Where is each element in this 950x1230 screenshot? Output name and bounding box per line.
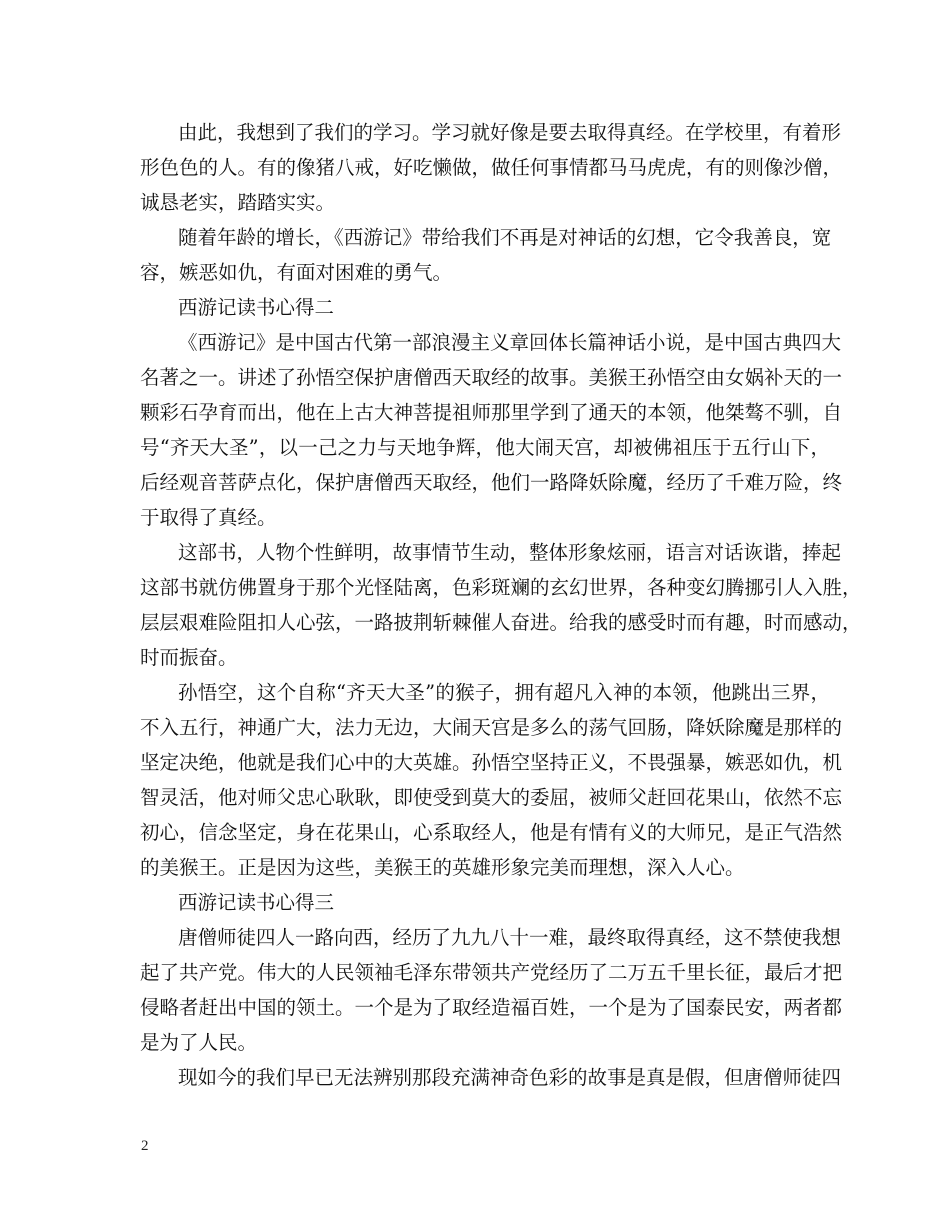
- text-line: 这部书，人物个性鲜明，故事情节生动，整体形象炫丽，语言对话诙谐，捧起: [178, 541, 842, 564]
- text-line: 智灵活，他对师父忠心耿耿，即使受到莫大的委屈，被师父赶回花果山，依然不忘: [140, 786, 843, 809]
- text-line: 容，嫉恶如仇，有面对困难的勇气。: [140, 261, 453, 284]
- text-line: 侵略者赶出中国的领土。一个是为了取经造福百姓，一个是为了国泰民安，两者都: [140, 996, 843, 1019]
- text-line: 不入五行，神通广大，法力无边，大闹天宫是多么的荡气回肠，降妖除魔是那样的: [140, 716, 843, 739]
- text-line: 诚恳老实，踏踏实实。: [140, 191, 336, 214]
- text-line: 号“齐天大圣”，以一己之力与天地争辉，他大闹天宫，却被佛祖压于五行山下，: [140, 436, 830, 459]
- text-line: 时而振奋。: [140, 646, 238, 669]
- page-number: 2: [141, 1138, 149, 1154]
- section-heading: 西游记读书心得二: [178, 296, 335, 319]
- text-line: 现如今的我们早已无法辨别那段充满神奇色彩的故事是真是假，但唐僧师徒四: [178, 1066, 842, 1089]
- text-line: 层层艰难险阻扣人心弦，一路披荆斩棘催人奋进。给我的感受时而有趣，时而感动，: [140, 611, 862, 634]
- text-line: 名著之一。讲述了孙悟空保护唐僧西天取经的故事。美猴王孙悟空由女娲补天的一: [140, 366, 843, 389]
- text-line: 颗彩石孕育而出，他在上古大神菩提祖师那里学到了通天的本领，他桀骜不驯，自: [140, 401, 843, 424]
- text-line: 初心，信念坚定，身在花果山，心系取经人，他是有情有义的大师兄，是正气浩然: [140, 821, 843, 844]
- text-line: 坚定决绝，他就是我们心中的大英雄。孙悟空坚持正义，不畏强暴，嫉恶如仇，机: [140, 751, 843, 774]
- section-heading: 西游记读书心得三: [178, 891, 335, 914]
- text-line: 于取得了真经。: [140, 506, 277, 529]
- text-line: 由此，我想到了我们的学习。学习就好像是要去取得真经。在学校里，有着形: [178, 121, 842, 144]
- text-line: 后经观音菩萨点化，保护唐僧西天取经，他们一路降妖除魔，经历了千难万险，终: [140, 471, 843, 494]
- text-line: 起了共产党。伟大的人民领袖毛泽东带领共产党经历了二万五千里长征，最后才把: [140, 961, 843, 984]
- text-line: 孙悟空，这个自称“齐天大圣”的猴子，拥有超凡入神的本领，他跳出三界，: [178, 681, 830, 704]
- text-line: 的美猴王。正是因为这些，美猴王的英雄形象完美而理想，深入人心。: [140, 856, 745, 879]
- text-line: 形色色的人。有的像猪八戒，好吃懒做，做任何事情都马马虎虎，有的则像沙僧，: [140, 156, 843, 179]
- text-line: 《西游记》是中国古代第一部浪漫主义章回体长篇神话小说，是中国古典四大: [178, 331, 842, 354]
- text-line: 随着年龄的增长，《西游记》带给我们不再是对神话的幻想，它令我善良，宽: [178, 226, 832, 249]
- text-line: 这部书就仿佛置身于那个光怪陆离，色彩斑斓的玄幻世界，各种变幻腾挪引人入胜，: [140, 576, 862, 599]
- text-line: 唐僧师徒四人一路向西，经历了九九八十一难，最终取得真经，这不禁使我想: [178, 926, 842, 949]
- text-line: 是为了人民。: [140, 1031, 258, 1054]
